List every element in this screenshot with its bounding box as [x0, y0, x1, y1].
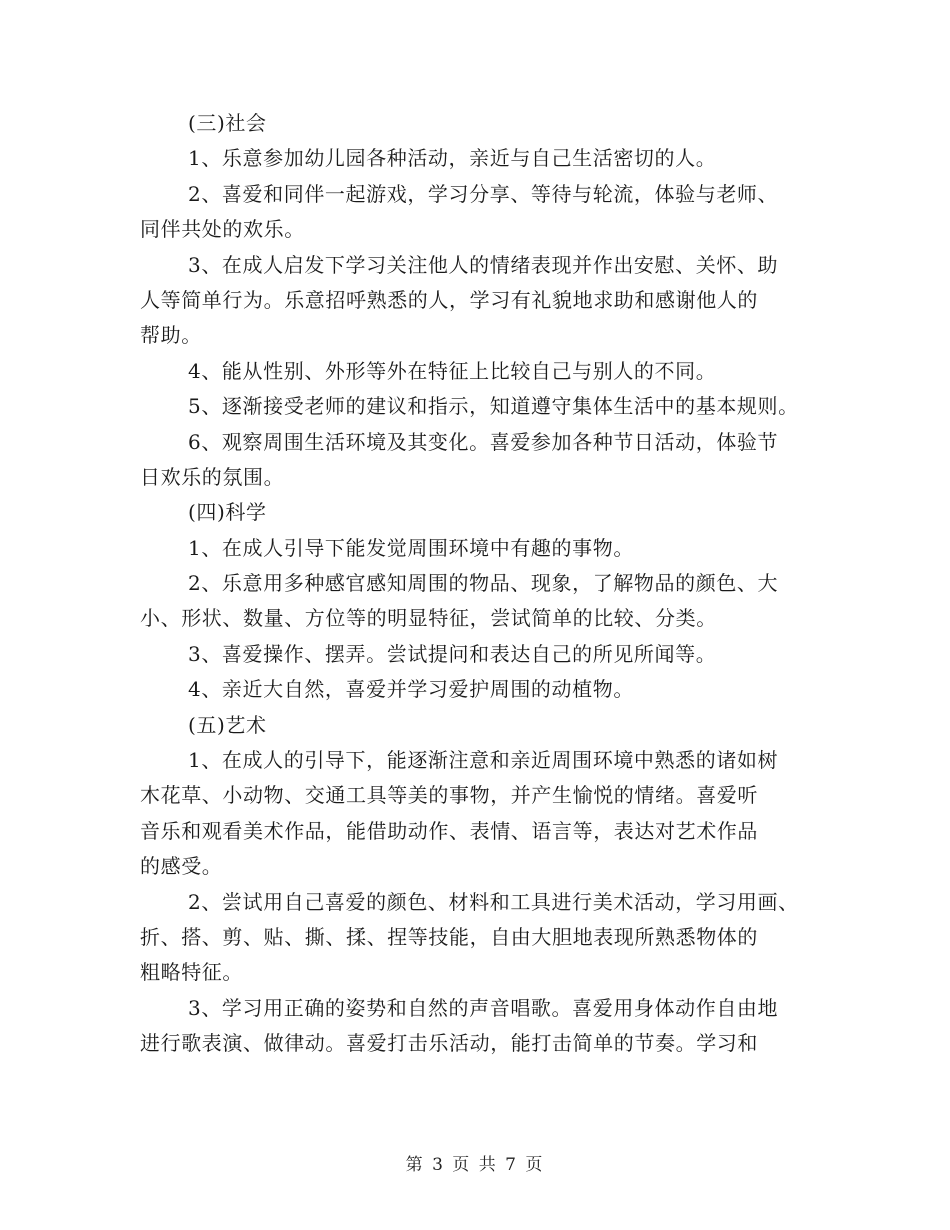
text-line: 折、搭、剪、贴、撕、揉、捏等技能，自由大胆地表现所熟悉物体的	[140, 924, 758, 949]
section-heading: (五)艺术	[188, 712, 267, 737]
text-line: 进行歌表演、做律动。喜爱打击乐活动，能打击简单的节奏。学习和	[140, 1031, 758, 1056]
text-line: 小、形状、数量、方位等的明显特征，尝试简单的比较、分类。	[140, 606, 717, 631]
text-line: 2、乐意用多种感官感知周围的物品、现象，了解物品的颜色、大	[188, 571, 779, 596]
text-line: 1、乐意参加幼儿园各种活动，亲近与自己生活密切的人。	[188, 146, 717, 171]
text-line: 3、在成人启发下学习关注他人的情绪表现并作出安慰、关怀、助	[188, 252, 779, 277]
text-line: 2、喜爱和同伴一起游戏，学习分享、等待与轮流，体验与老师、	[188, 181, 779, 206]
text-line: 6、观察周围生活环境及其变化。喜爱参加各种节日活动，体验节	[188, 429, 779, 454]
text-line: 4、能从性别、外形等外在特征上比较自己与别人的不同。	[188, 358, 717, 383]
text-line: 木花草、小动物、交通工具等美的事物，并产生愉悦的情绪。喜爱听	[140, 783, 758, 808]
text-line: 3、学习用正确的姿势和自然的声音唱歌。喜爱用身体动作自由地	[188, 995, 779, 1020]
text-line: 粗略特征。	[140, 960, 243, 985]
text-line: 1、在成人引导下能发觉周围环境中有趣的事物。	[188, 535, 634, 560]
text-line: 1、在成人的引导下，能逐渐注意和亲近周围环境中熟悉的诸如树	[188, 748, 779, 773]
text-line: 日欢乐的氛围。	[140, 464, 285, 489]
text-line: 4、亲近大自然，喜爱并学习爱护周围的动植物。	[188, 677, 634, 702]
document-body	[140, 106, 830, 1062]
text-line: 人等简单行为。乐意招呼熟悉的人，学习有礼貌地求助和感谢他人的	[140, 287, 758, 312]
text-line: 帮助。	[140, 323, 202, 348]
section-heading: (三)社会	[188, 111, 267, 135]
section-heading: (四)科学	[188, 500, 267, 525]
page-footer: 第 3 页 共 7 页	[405, 1155, 545, 1175]
text-line: 3、喜爱操作、摆弄。尝试提问和表达自己的所见所闻等。	[188, 641, 717, 666]
text-line: 2、尝试用自己喜爱的颜色、材料和工具进行美术活动，学习用画、	[188, 889, 799, 914]
text-line: 同伴共处的欢乐。	[140, 217, 305, 242]
text-line: 的感受。	[140, 854, 223, 879]
text-line: 5、逐渐接受老师的建议和指示，知道遵守集体生活中的基本规则。	[188, 394, 799, 419]
text-line: 音乐和观看美术作品，能借助动作、表情、语言等，表达对艺术作品	[140, 818, 758, 843]
